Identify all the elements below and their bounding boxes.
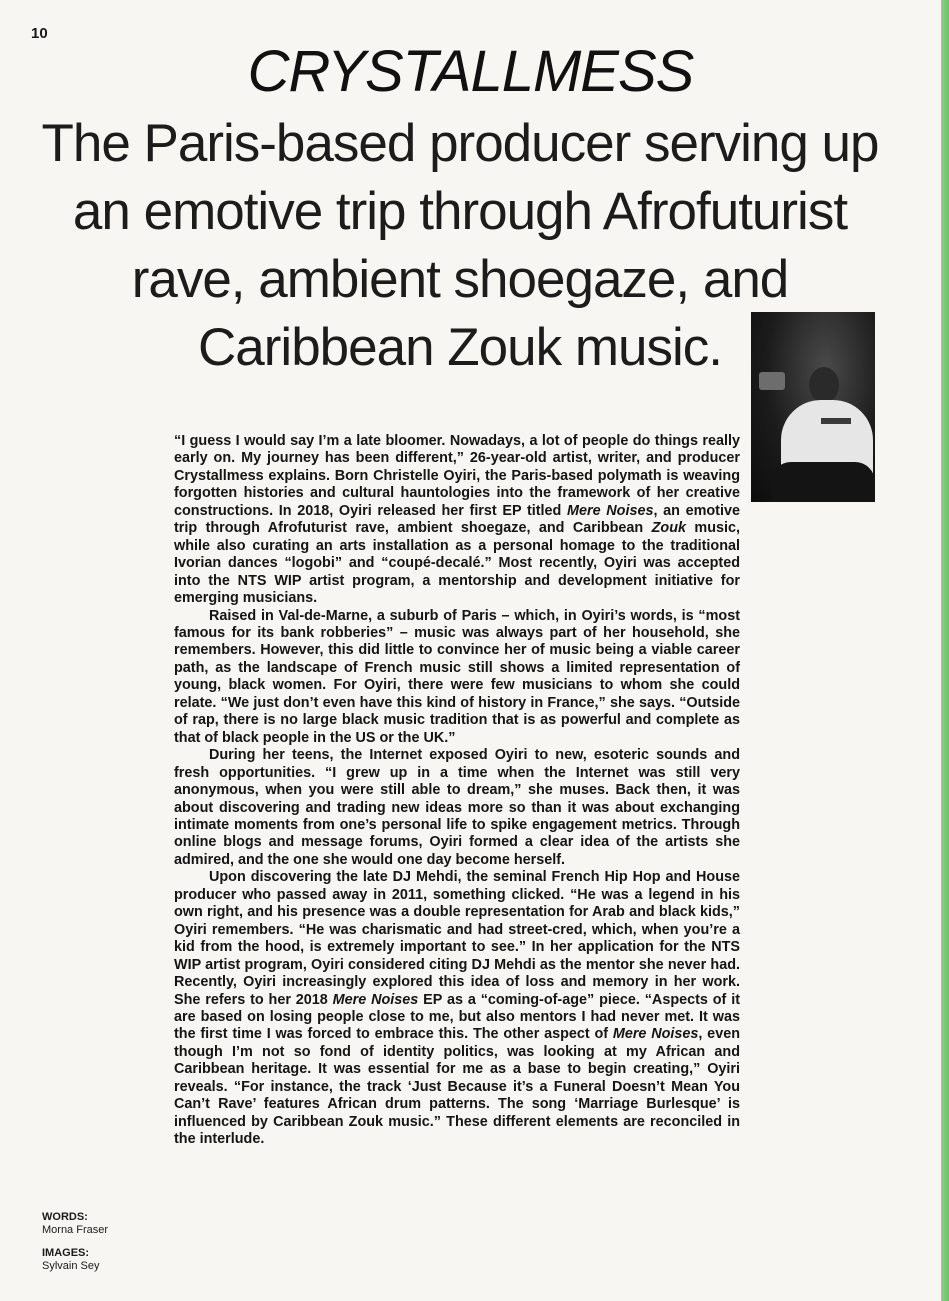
credits [42, 1211, 162, 1273]
lamp-shape [759, 372, 785, 390]
words-label: WORDS: [42, 1211, 88, 1223]
genre-zouk: Zouk [651, 520, 686, 537]
paragraph-4: Upon discovering the late DJ Mehdi, the seminal French Hip Hop and House producer who passed away in 2011, something clicked. “He was a legend in his own right, and his presence was a double representation for Arab and black kids,” Oyiri remembers. “He was charismatic and had street-cred, which, when you’re a kid from the hood, is extremely important to see.” In her application for the NTS WIP artist program, Oyiri considered citing DJ Mehdi as the mentor she never had. Recently, Oyiri increasingly explored this idea of loss and memory in her work. She refers to her 2018 Mere Noises EP as a “coming-of-age” piece. “Aspects of it are based on losing people close to me, but also mentors I had never met. It was the first time I was forced to embrace this. The other aspect of Mere Noises, even though I’m not so fond of identity politics, was looking at my African and Caribbean heritage. It was essential for me as a base to begin creating,” Oyiri reveals. “For instance, the track ‘Just Because it’s a Funeral Doesn’t Mean You Can’t Rave’ features African drum patterns. The song ‘Marriage Burlesque’ is influenced by Caribbean Zouk music.” These different elements are reconciled in the interlude. [174, 869, 740, 1148]
paragraph-1: “I guess I would say I’m a late bloomer. Nowadays, a lot of people do things really early on. My journey has been different,” 26-year-old artist, writer, and producer Crystallmess explains. Born Christelle Oyiri, the Paris-based polymath is weaving forgotten histories and cultural hauntologies into the framework of her creative constructions. In 2018, Oyiri released her first EP titled Mere Noises, an emotive trip through Afrofuturist rave, ambient shoegaze, and Caribbean Zouk music, while also curating an arts installation as a personal homage to the traditional Ivorian dances “logobi” and “coupé-decalé.” Most recently, Oyiri was accepted into the NTS WIP artist program, a mentorship and development initiative for emerging musicians. [174, 433, 740, 607]
article-body [174, 433, 740, 1149]
paragraph-3: During her teens, the Internet exposed Oyiri to new, esoteric sounds and fresh opportunities. “I grew up in a time when the Internet was still very anonymous, when you were still able to dream,” she muses. Back then, it was about discovering and trading new ideas more so than it was about exchanging intimate moments from one’s personal life to spike engagement metrics. Through online blogs and message forums, Oyiri formed a clear idea of the artists she admired, and the one she would one day become herself. [174, 747, 740, 868]
portrait-lap [771, 462, 875, 502]
artist-name-title: CRYSTALLMESS [247, 39, 694, 104]
words-author: Morna Fraser [42, 1224, 109, 1236]
artist-portrait-image [751, 312, 875, 502]
images-label: IMAGES: [42, 1247, 90, 1259]
ep-title: Mere Noises [567, 502, 654, 519]
headline: The Paris-based producer serving up an emotive trip through Afrofuturist rave, ambient shoegaze, and Caribbean Zouk music. [41, 114, 879, 377]
ep-title: Mere Noises [332, 991, 419, 1008]
page-number: 10 [31, 25, 48, 42]
ep-title: Mere Noises [612, 1026, 699, 1043]
images-author: Sylvain Sey [42, 1260, 100, 1272]
page-edge-green [941, 0, 949, 1301]
paragraph-2: Raised in Val-de-Marne, a suburb of Paris – which, in Oyiri’s words, is “most famous for its bank robberies” – music was always part of her household, she remembers. However, this did little to convince her of music being a viable career path, as the landscape of French music still shows a limited representation of young, black women. For Oyiri, there were few musicians to whom she could relate. “We just don’t even have this kind of history in France,” she says. “Outside of rap, there is no large black music tradition that is as powerful and complete as that of black people in the US or the UK.” [174, 607, 740, 746]
sweater-logo [821, 418, 851, 424]
portrait-head [809, 367, 839, 403]
